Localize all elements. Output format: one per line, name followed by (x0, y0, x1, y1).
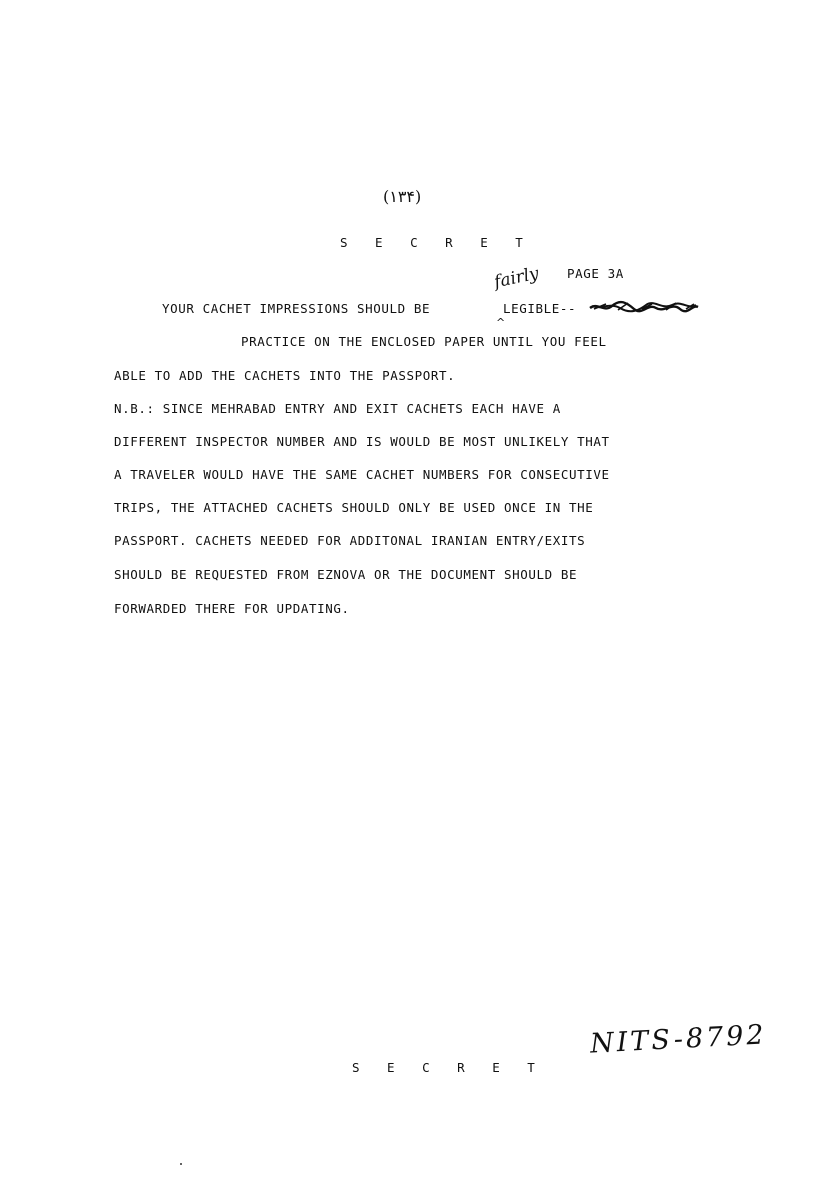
classification-bottom: S E C R E T (352, 1060, 545, 1075)
body-line-3: ABLE TO ADD THE CACHETS INTO THE PASSPORT. (114, 368, 456, 383)
body-line-9: SHOULD BE REQUESTED FROM EZNOVA OR THE DOCUMENT SHOULD BE (114, 567, 578, 582)
strikethrough-scribble-icon (588, 299, 700, 315)
body-line-2: PRACTICE ON THE ENCLOSED PAPER UNTIL YOU FEEL (241, 334, 607, 349)
handwritten-insertion: fairly (492, 263, 541, 293)
page-label: PAGE 3A (567, 266, 624, 281)
body-line-4: N.B.: SINCE MEHRABAD ENTRY AND EXIT CACHETS EACH HAVE A (114, 401, 561, 416)
body-line-7: TRIPS, THE ATTACHED CACHETS SHOULD ONLY BE USED ONCE IN THE (114, 500, 594, 515)
handwritten-reference-number: NITS-8792 (589, 1019, 768, 1060)
body-line-10: FORWARDED THERE FOR UPDATING. (114, 601, 350, 616)
body-line-1-prefix: YOUR CACHET IMPRESSIONS SHOULD BE (162, 301, 431, 316)
body-line-5: DIFFERENT INSPECTOR NUMBER AND IS WOULD BE MOST UNLIKELY THAT (114, 434, 610, 449)
paper-speck (180, 1163, 182, 1165)
page-number: (۱۳۴) (383, 187, 422, 206)
body-line-6: A TRAVELER WOULD HAVE THE SAME CACHET NUMBERS FOR CONSECUTIVE (114, 467, 610, 482)
insertion-caret-icon: ^ (496, 316, 506, 329)
body-line-1-suffix: LEGIBLE-- (503, 301, 577, 316)
body-line-8: PASSPORT. CACHETS NEEDED FOR ADDITONAL IRANIAN ENTRY/EXITS (114, 533, 586, 548)
classification-top: S E C R E T (340, 235, 533, 250)
